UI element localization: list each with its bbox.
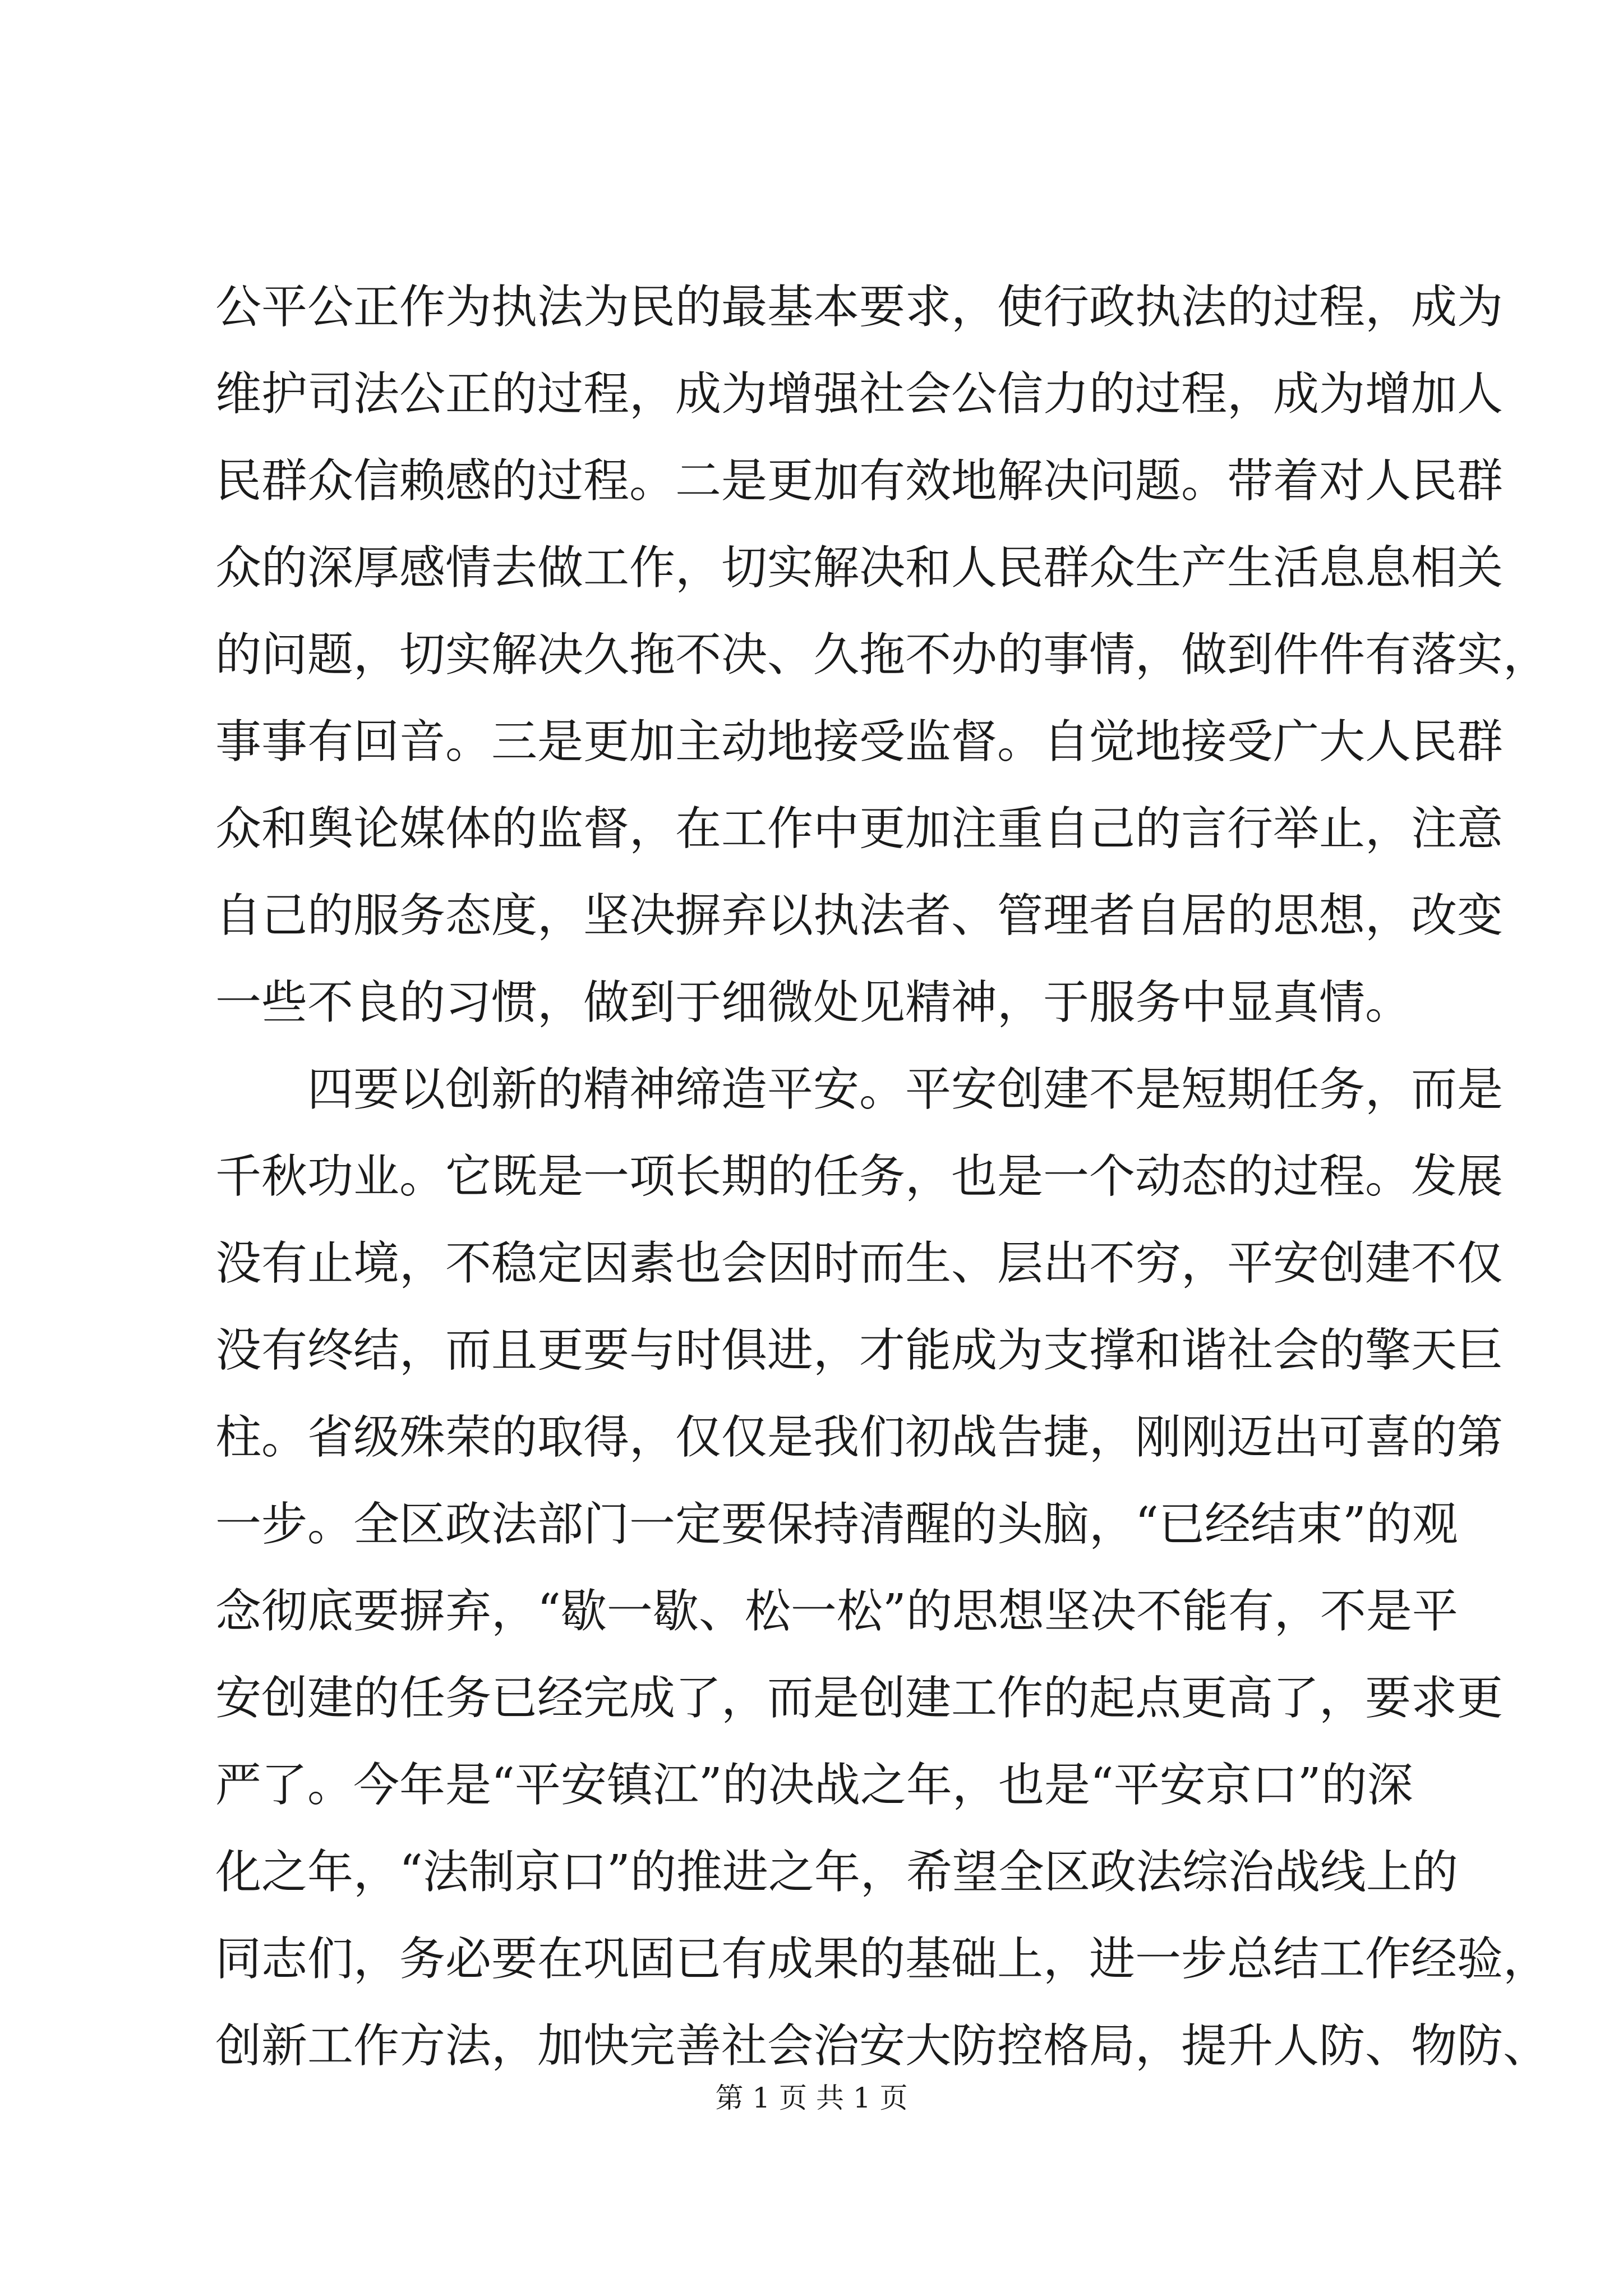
text-line: 事事有回音。三是更加主动地接受监督。自觉地接受广大人民群 <box>215 715 1504 769</box>
text-line: 众的深厚感情去做工作，切实解决和人民群众生产生活息息相关 <box>215 541 1504 595</box>
text-line: 安创建的任务已经完成了，而是创建工作的起点更高了，要求更 <box>215 1672 1504 1725</box>
text-line: 一些不良的习惯，做到于细微处见精神，于服务中显真情。 <box>215 976 1412 1029</box>
text-line: 众和舆论媒体的监督，在工作中更加注重自己的言行举止，注意 <box>215 802 1504 855</box>
text-line: 一步。全区政法部门一定要保持清醒的头脑，“已经结束”的观 <box>215 1498 1458 1551</box>
page-number: 第 1 页 共 1 页 <box>715 2082 908 2114</box>
paragraph <box>215 1046 1550 2090</box>
text-line: 严了。今年是“平安镇江”的决战之年，也是“平安京口”的深 <box>215 1759 1413 1812</box>
text-line: 千秋功业。它既是一项长期的任务，也是一个动态的过程。发展 <box>215 1150 1504 1203</box>
text-line: 同志们，务必要在巩固已有成果的基础上，进一步总结工作经验， <box>215 1932 1550 1986</box>
text-line: 念彻底要摒弃，“歇一歇、松一松”的思想坚决不能有，不是平 <box>215 1585 1458 1638</box>
text-line: 没有止境，不稳定因素也会因时而生、层出不穷，平安创建不仅 <box>215 1237 1504 1290</box>
text-line: 没有终结，而且更要与时俱进，才能成为支撑和谐社会的擎天巨 <box>215 1324 1504 1377</box>
text-line: 的问题，切实解决久拖不决、久拖不办的事情，做到件件有落实， <box>215 628 1550 682</box>
paragraph <box>215 264 1550 1046</box>
text-line: 化之年，“法制京口”的推进之年，希望全区政法综治战线上的 <box>215 1846 1458 1899</box>
text-line: 自己的服务态度，坚决摒弃以执法者、管理者自居的思想，改变 <box>215 889 1504 942</box>
text-line: 民群众信赖感的过程。二是更加有效地解决问题。带着对人民群 <box>215 454 1504 508</box>
page-footer <box>0 2076 1623 2116</box>
text-line: 公平公正作为执法为民的最基本要求，使行政执法的过程，成为 <box>215 280 1504 334</box>
text-line: 四要以创新的精神缔造平安。平安创建不是短期任务，而是 <box>307 1063 1504 1116</box>
document-body <box>215 264 1550 2090</box>
text-line: 创新工作方法，加快完善社会治安大防控格局，提升人防、物防、 <box>215 2019 1550 2073</box>
text-line: 柱。省级殊荣的取得，仅仅是我们初战告捷，刚刚迈出可喜的第 <box>215 1411 1504 1464</box>
text-line: 维护司法公正的过程，成为增强社会公信力的过程，成为增加人 <box>215 367 1504 421</box>
